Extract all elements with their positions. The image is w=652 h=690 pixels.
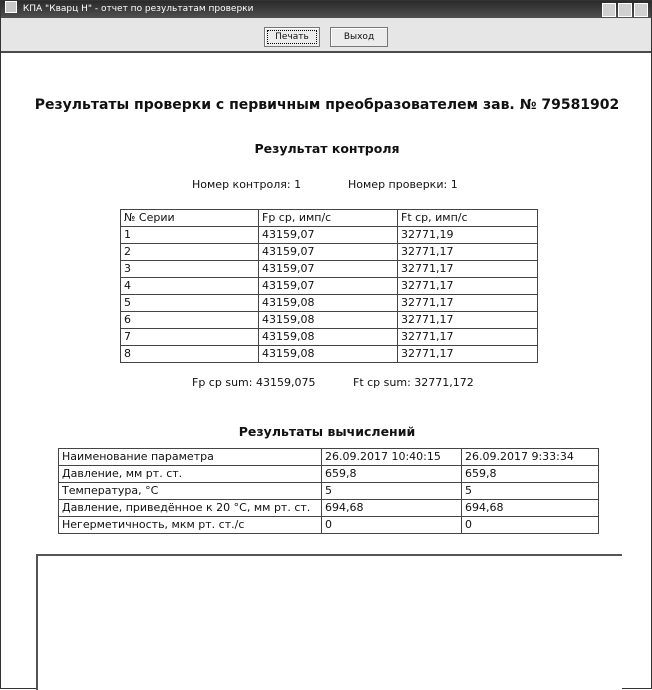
table-cell: 43159,07 <box>259 278 398 295</box>
table-cell: 659,8 <box>462 466 599 483</box>
calc-table <box>58 448 599 534</box>
window-controls <box>602 3 648 17</box>
table-header-row <box>121 210 538 227</box>
check-number-info <box>348 178 458 191</box>
column-header: 26.09.2017 10:40:15 <box>322 449 462 466</box>
table-cell: 43159,07 <box>259 227 398 244</box>
table-cell: 5 <box>322 483 462 500</box>
table-cell: 694,68 <box>322 500 462 517</box>
table-cell: 5 <box>462 483 599 500</box>
window-title: КПА "Кварц Н" - отчет по результатам проверки <box>22 4 254 14</box>
fp-sum-info <box>192 376 315 389</box>
empty-report-pane <box>36 554 622 690</box>
table-row <box>121 346 538 363</box>
table-cell: 3 <box>121 261 259 278</box>
ft-sum-info <box>353 376 474 389</box>
table-cell: 43159,08 <box>259 295 398 312</box>
table-cell: Давление, приведённое к 20 °С, мм рт. ст. <box>59 500 322 517</box>
exit-button[interactable]: Выход <box>330 27 388 47</box>
control-number-value: 1 <box>294 178 302 191</box>
table-cell: 32771,17 <box>398 278 538 295</box>
table-row <box>59 483 599 500</box>
column-header: 26.09.2017 9:33:34 <box>462 449 599 466</box>
table-cell: 32771,17 <box>398 261 538 278</box>
table-row <box>59 517 599 534</box>
table-row <box>59 500 599 517</box>
table-cell: 6 <box>121 312 259 329</box>
maximize-icon[interactable] <box>618 3 632 17</box>
control-number-label: Номер контроля: <box>192 178 291 191</box>
table-row <box>121 227 538 244</box>
table-cell: 0 <box>322 517 462 534</box>
table-cell: 32771,17 <box>398 244 538 261</box>
ft-sum-label: Ft ср sum: <box>353 376 411 389</box>
table-cell: 32771,17 <box>398 312 538 329</box>
table-cell: 694,68 <box>462 500 599 517</box>
table-row <box>121 261 538 278</box>
table-cell: 8 <box>121 346 259 363</box>
table-cell: Температура, °С <box>59 483 322 500</box>
control-section-title: Результат контроля <box>254 141 400 156</box>
table-cell: 32771,19 <box>398 227 538 244</box>
table-cell: 43159,08 <box>259 312 398 329</box>
column-header: Наименование параметра <box>59 449 322 466</box>
table-cell: 43159,08 <box>259 346 398 363</box>
check-number-value: 1 <box>450 178 458 191</box>
table-cell: 1 <box>121 227 259 244</box>
column-header: Ft ср, имп/с <box>398 210 538 227</box>
table-cell: 43159,07 <box>259 261 398 278</box>
table-row <box>121 244 538 261</box>
table-cell: 32771,17 <box>398 329 538 346</box>
check-number-label: Номер проверки: <box>348 178 448 191</box>
series-table <box>120 209 538 363</box>
table-cell: 2 <box>121 244 259 261</box>
print-button[interactable]: Печать <box>264 27 320 47</box>
table-row <box>121 312 538 329</box>
table-cell: 4 <box>121 278 259 295</box>
table-cell: Негерметичность, мкм рт. ст./с <box>59 517 322 534</box>
fp-sum-label: Fp ср sum: <box>192 376 253 389</box>
minimize-icon[interactable] <box>602 3 616 17</box>
table-cell: 43159,08 <box>259 329 398 346</box>
fp-sum-value: 43159,075 <box>255 376 316 389</box>
page-title: Результаты проверки с первичным преобразователем зав. № 79581902 <box>34 97 620 113</box>
ft-sum-value: 32771,172 <box>414 376 474 389</box>
app-icon <box>5 1 17 13</box>
table-cell: 7 <box>121 329 259 346</box>
toolbar <box>1 18 651 53</box>
column-header: № Серии <box>121 210 259 227</box>
table-row <box>121 278 538 295</box>
table-row <box>121 329 538 346</box>
table-cell: 5 <box>121 295 259 312</box>
table-cell: 0 <box>462 517 599 534</box>
table-cell: 32771,17 <box>398 295 538 312</box>
column-header: Fp ср, имп/с <box>259 210 398 227</box>
table-row <box>121 295 538 312</box>
close-icon[interactable] <box>634 3 648 17</box>
table-header-row <box>59 449 599 466</box>
calc-section-title: Результаты вычислений <box>238 424 416 439</box>
table-row <box>59 466 599 483</box>
title-bar <box>1 1 651 18</box>
table-cell: Давление, мм рт. ст. <box>59 466 322 483</box>
table-cell: 659,8 <box>322 466 462 483</box>
table-cell: 32771,17 <box>398 346 538 363</box>
control-number-info <box>192 178 301 191</box>
table-cell: 43159,07 <box>259 244 398 261</box>
